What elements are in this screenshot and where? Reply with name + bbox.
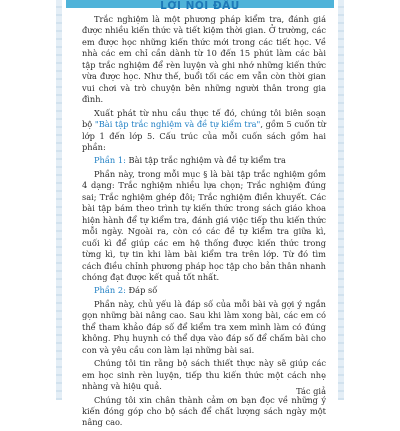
paragraph-thanks: Chúng tôi xin chân thành cảm ơn bạn đọc về những ý kiến đóng góp cho bộ sách để chất lượng sách ngày một nâng cao. [82, 394, 326, 428]
series-text-after: , gồm 5 cuốn từ lớp 1 đến lớp 5. Cấu trúc của mỗi cuốn sách gồm hai phần: [82, 119, 326, 152]
part1-title: Bài tập trắc nghiệm và đề tự kiểm tra [125, 155, 286, 166]
part2-label: Phần 2: [94, 285, 126, 296]
part1-heading [94, 155, 326, 166]
series-title: "Bài tập trắc nghiệm và đề tự kiểm tra" [94, 119, 261, 130]
left-margin-strip [56, 0, 62, 400]
page-title: LỜI NÓI ĐẦU [160, 0, 240, 12]
right-margin-strip [338, 0, 344, 400]
paragraph-part2: Phần này, chủ yếu là đáp số của mỗi bài và gợi ý ngắn gọn những bài nâng cao. Sau khi làm xong bài, các em có thể tham khảo đáp số để kiểm tra xem mình làm có đúng không. Phụ huynh có thể dựa vào đáp số để chấm bài cho con và yêu cầu con làm lại những bài sai. [82, 298, 326, 355]
paragraph-part1: Phần này, trong mỗi mục § là bài tập trắc nghiệm gồm 4 dạng: Trắc nghiệm nhiều lựa chọn; Trắc nghiệm đúng sai; Trắc nghiệm ghép đôi; Trắc nghiệm điền khuyết. Các bài tập bám theo trình tự kiến thức trong sách giáo khoa hiện hành để tự kiểm tra, đánh giá việc tiếp thu kiến thức mỗi ngày. Ngoài ra, còn có các đề tự kiểm tra giữa kì, cuối kì để giúp các em hệ thống được kiến thức trong từng kì, tự tin khi làm bài kiểm tra trên lớp. Từ đó tìm cách điều chỉnh phương pháp học tập cho bản thân nhanh chóng đạt được kết quả tốt nhất. [82, 168, 326, 282]
paragraph-belief: Chúng tôi tin rằng bộ sách thiết thực này sẽ giúp các em học sinh rèn luyện, tiếp thu kiến thức một cách nhẹ nhàng và hiệu quả. [82, 358, 326, 392]
author-signature: Tác giả [296, 386, 326, 396]
part1-label: Phần 1: [94, 155, 126, 166]
series-text-before: Xuất phát từ nhu cầu thực tế đó, chúng tôi biên soạn bộ [82, 107, 326, 130]
paragraph-intro: Trắc nghiệm là một phương pháp kiểm tra, đánh giá được nhiều kiến thức và tiết kiệm thời gian. Ở trường, các em được học những kiến thức mới trong các tiết học. Về nhà các em chỉ cần dành từ 10 đến 15 phút làm các bài tập trắc nghiệm để rèn luyện và ghi nhớ những kiến thức vừa được học. Như thế, buổi tối các em vẫn còn thời gian vui chơi và trò chuyện bên những người thân trong gia đình. [82, 14, 326, 105]
part2-title: Đáp số [125, 285, 158, 296]
paragraph-series [82, 108, 326, 154]
preface-body [82, 14, 326, 431]
part2-heading [94, 285, 326, 296]
